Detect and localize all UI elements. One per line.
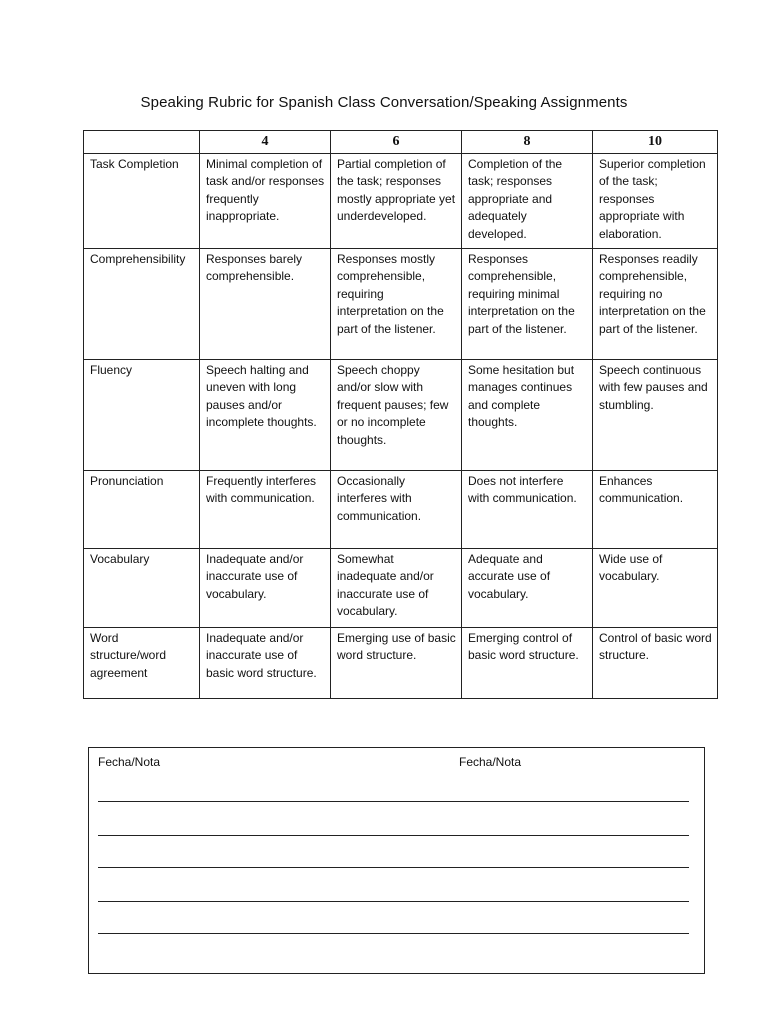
page-title: Speaking Rubric for Spanish Class Conversation/Speaking Assignments	[140, 94, 628, 111]
rubric-cell: Completion of the task; responses appropriate and adequately developed.	[462, 154, 593, 249]
rubric-cell: Some hesitation but manages continues and complete thoughts.	[462, 360, 593, 471]
rubric-cell: Inadequate and/or inaccurate use of basic word structure.	[200, 628, 331, 699]
notes-write-line[interactable]	[98, 835, 689, 836]
criterion-cell: Vocabulary	[84, 549, 200, 628]
rubric-table	[83, 130, 718, 699]
rubric-cell: Emerging control of basic word structure.	[462, 628, 593, 699]
rubric-cell: Speech choppy and/or slow with frequent pauses; few or no incomplete thoughts.	[331, 360, 462, 471]
header-cell-empty	[84, 131, 200, 154]
notes-write-line[interactable]	[98, 867, 689, 868]
rubric-cell: Wide use of vocabulary.	[593, 549, 718, 628]
rubric-cell: Does not interfere with communication.	[462, 471, 593, 549]
rubric-cell: Partial completion of the task; responses mostly appropriate yet underdeveloped.	[331, 154, 462, 249]
rubric-cell: Responses readily comprehensible, requiring no interpretation on the part of the listener.	[593, 249, 718, 360]
table-row	[84, 249, 718, 360]
table-row	[84, 154, 718, 249]
fecha-nota-label-right: Fecha/Nota	[459, 755, 522, 769]
rubric-cell: Occasionally interferes with communication.	[331, 471, 462, 549]
header-cell-score: 4	[200, 131, 331, 154]
criterion-cell: Pronunciation	[84, 471, 200, 549]
header-cell-score: 10	[593, 131, 718, 154]
header-cell-score: 6	[331, 131, 462, 154]
rubric-cell: Minimal completion of task and/or responses frequently inappropriate.	[200, 154, 331, 249]
rubric-cell: Emerging use of basic word structure.	[331, 628, 462, 699]
rubric-cell: Inadequate and/or inaccurate use of vocabulary.	[200, 549, 331, 628]
notes-box	[88, 747, 705, 974]
criterion-cell: Fluency	[84, 360, 200, 471]
criterion-cell: Task Completion	[84, 154, 200, 249]
table-row	[84, 628, 718, 699]
rubric-cell: Responses comprehensible, requiring minimal interpretation on the part of the listener.	[462, 249, 593, 360]
table-row	[84, 549, 718, 628]
criterion-cell: Word structure/word agreement	[84, 628, 200, 699]
table-row	[84, 360, 718, 471]
rubric-cell: Responses mostly comprehensible, requiring interpretation on the part of the listener.	[331, 249, 462, 360]
fecha-nota-label-left: Fecha/Nota	[98, 755, 161, 769]
notes-write-line[interactable]	[98, 933, 689, 934]
rubric-cell: Enhances communication.	[593, 471, 718, 549]
rubric-cell: Speech continuous with few pauses and stumbling.	[593, 360, 718, 471]
notes-write-line[interactable]	[98, 801, 689, 802]
table-row	[84, 471, 718, 549]
rubric-cell: Somewhat inadequate and/or inaccurate use of vocabulary.	[331, 549, 462, 628]
rubric-cell: Control of basic word structure.	[593, 628, 718, 699]
rubric-cell: Superior completion of the task; responses appropriate with elaboration.	[593, 154, 718, 249]
criterion-cell: Comprehensibility	[84, 249, 200, 360]
rubric-cell: Speech halting and uneven with long pauses and/or incomplete thoughts.	[200, 360, 331, 471]
header-row	[84, 131, 718, 154]
notes-write-line[interactable]	[98, 901, 689, 902]
rubric-cell: Frequently interferes with communication.	[200, 471, 331, 549]
header-cell-score: 8	[462, 131, 593, 154]
rubric-cell: Adequate and accurate use of vocabulary.	[462, 549, 593, 628]
rubric-cell: Responses barely comprehensible.	[200, 249, 331, 360]
